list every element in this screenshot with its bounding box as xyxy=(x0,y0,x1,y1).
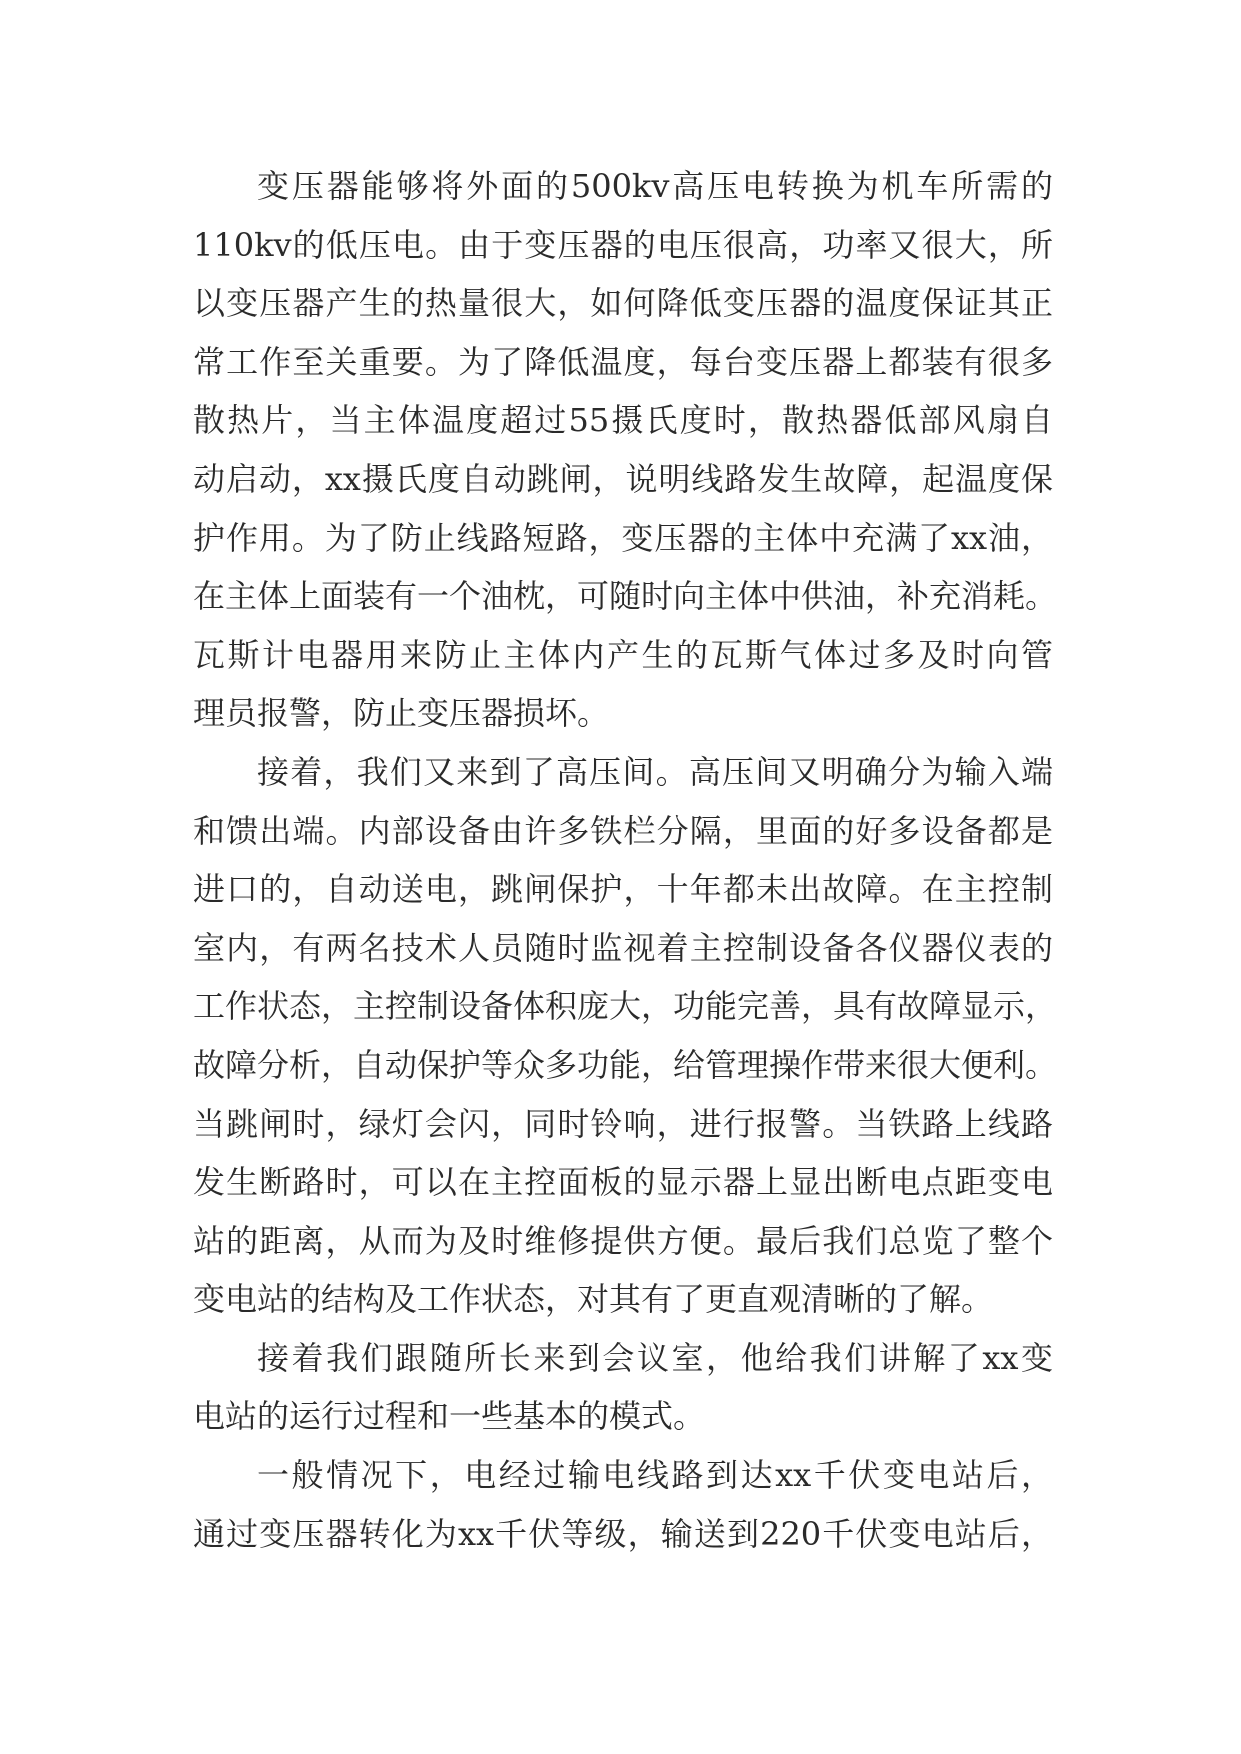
text-line: 瓦斯计电器用来防止主体内产生的瓦斯气体过多及时向管 xyxy=(193,635,1053,674)
text-line: 以变压器产生的热量很大，如何降低变压器的温度保证其正 xyxy=(193,284,1053,323)
text-line: 室内，有两名技术人员随时监视着主控制设备各仪器仪表的 xyxy=(193,928,1053,967)
paragraph-transformer xyxy=(193,157,1058,743)
text-line: 在主体上面装有一个油枕，可随时向主体中供油，补充消耗。 xyxy=(193,577,1058,616)
text-line: 故障分析，自动保护等众多功能，给管理操作带来很大便利。 xyxy=(193,1045,1058,1084)
text-line: 110kv的低压电。由于变压器的电压很高，功率又很大，所 xyxy=(193,225,1053,264)
paragraph-general-process xyxy=(193,1446,1053,1563)
text-line: 接着，我们又来到了高压间。高压间又明确分为输入端 xyxy=(257,752,1053,791)
text-line: 散热片，当主体温度超过55摄氏度时，散热器低部风扇自 xyxy=(193,401,1053,440)
text-line: 工作状态，主控制设备体积庞大，功能完善，具有故障显示， xyxy=(193,987,1058,1026)
text-line: 当跳闸时，绿灯会闪，同时铃响，进行报警。当铁路上线路 xyxy=(193,1104,1053,1143)
document-body xyxy=(193,157,1058,1563)
text-line: 进口的，自动送电，跳闸保护，十年都未出故障。在主控制 xyxy=(193,870,1053,909)
text-line: 一般情况下，电经过输电线路到达xx千伏变电站后， xyxy=(257,1456,1053,1495)
text-line: 通过变压器转化为xx千伏等级，输送到220千伏变电站后， xyxy=(193,1514,1053,1553)
text-line: 接着我们跟随所长来到会议室，他给我们讲解了xx变 xyxy=(257,1338,1053,1377)
text-line: 变压器能够将外面的500kv高压电转换为机车所需的 xyxy=(257,167,1053,205)
text-line: 站的距离，从而为及时维修提供方便。最后我们总览了整个 xyxy=(193,1221,1053,1260)
paragraph-high-voltage-room xyxy=(193,743,1058,1329)
text-line: 动启动，xx摄氏度自动跳闸，说明线路发生故障，起温度保 xyxy=(193,459,1053,498)
text-line: 和馈出端。内部设备由许多铁栏分隔，里面的好多设备都是 xyxy=(193,811,1053,850)
text-line: 变电站的结构及工作状态，对其有了更直观清晰的了解。 xyxy=(193,1280,994,1319)
text-line: 理员报警，防止变压器损坏。 xyxy=(193,694,610,733)
paragraph-meeting-room xyxy=(193,1329,1053,1446)
text-line: 发生断路时，可以在主控面板的显示器上显出断电点距变电 xyxy=(193,1163,1053,1202)
text-line: 常工作至关重要。为了降低温度，每台变压器上都装有很多 xyxy=(193,342,1053,381)
text-line: 电站的运行过程和一些基本的模式。 xyxy=(193,1397,706,1436)
text-line: 护作用。为了防止线路短路，变压器的主体中充满了xx油， xyxy=(193,518,1053,557)
